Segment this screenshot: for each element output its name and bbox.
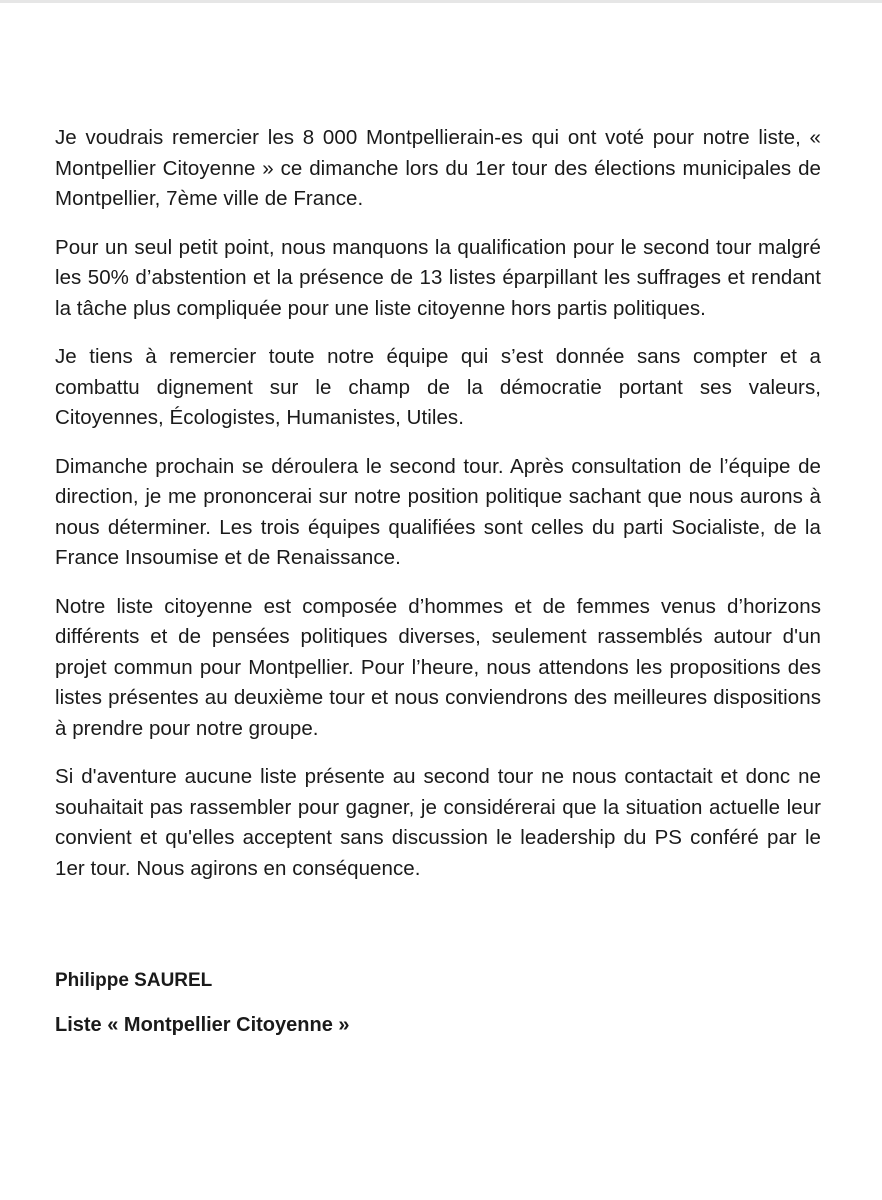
signature-list-name: Liste « Montpellier Citoyenne » [55, 1014, 350, 1036]
paragraph-citizen-list: Notre liste citoyenne est composée d’hommes et de femmes venus d’horizons différents et de pensées politiques diverses, seulement rassemblés autour d'un projet commun pour Montpellier. Pour l’heure, nous attendons les propositions des listes présentes au deuxième tour et nous conviendrons des meilleures dispositions à prendre pour notre groupe. [55, 594, 821, 740]
paragraph-thanks-voters: Je voudrais remercier les 8 000 Montpellierain-es qui ont voté pour notre liste, « Montpellier Citoyenne » ce dimanche lors du 1er tour des élections municipales de Montpellier, 7ème ville de France. [55, 126, 821, 210]
letter-body [55, 123, 821, 902]
paragraph-thanks-team: Je tiens à remercier toute notre équipe qui s’est donnée sans compter et a combattu dignement sur le champ de la démocratie portant ses valeurs, Citoyennes, Écologistes, Humanistes, Utiles. [55, 345, 821, 429]
signature-name: Philippe SAUREL [55, 970, 213, 991]
paragraph-second-round: Dimanche prochain se déroulera le second tour. Après consultation de l’équipe de direction, je me prononcerai sur notre position politique sachant que nous aurons à nous déterminer. Les trois équipes qualifiées sont celles du parti Socialiste, de la France Insoumise et de Renaissance. [55, 454, 821, 569]
paragraph-consequence: Si d'aventure aucune liste présente au second tour ne nous contactait et donc ne souhaitait pas rassembler pour gagner, je considérerai que la situation actuelle leur convient et qu'elles acceptent sans discussion le leadership du PS conféré par le 1er tour. Nous agirons en conséquence. [55, 765, 821, 880]
paragraph-qualification: Pour un seul petit point, nous manquons la qualification pour le second tour malgré les 50% d’abstention et la présence de 13 listes éparpillant les suffrages et rendant la tâche plus compliquée pour une liste citoyenne hors partis politiques. [55, 235, 821, 320]
signature-block [55, 968, 815, 1038]
